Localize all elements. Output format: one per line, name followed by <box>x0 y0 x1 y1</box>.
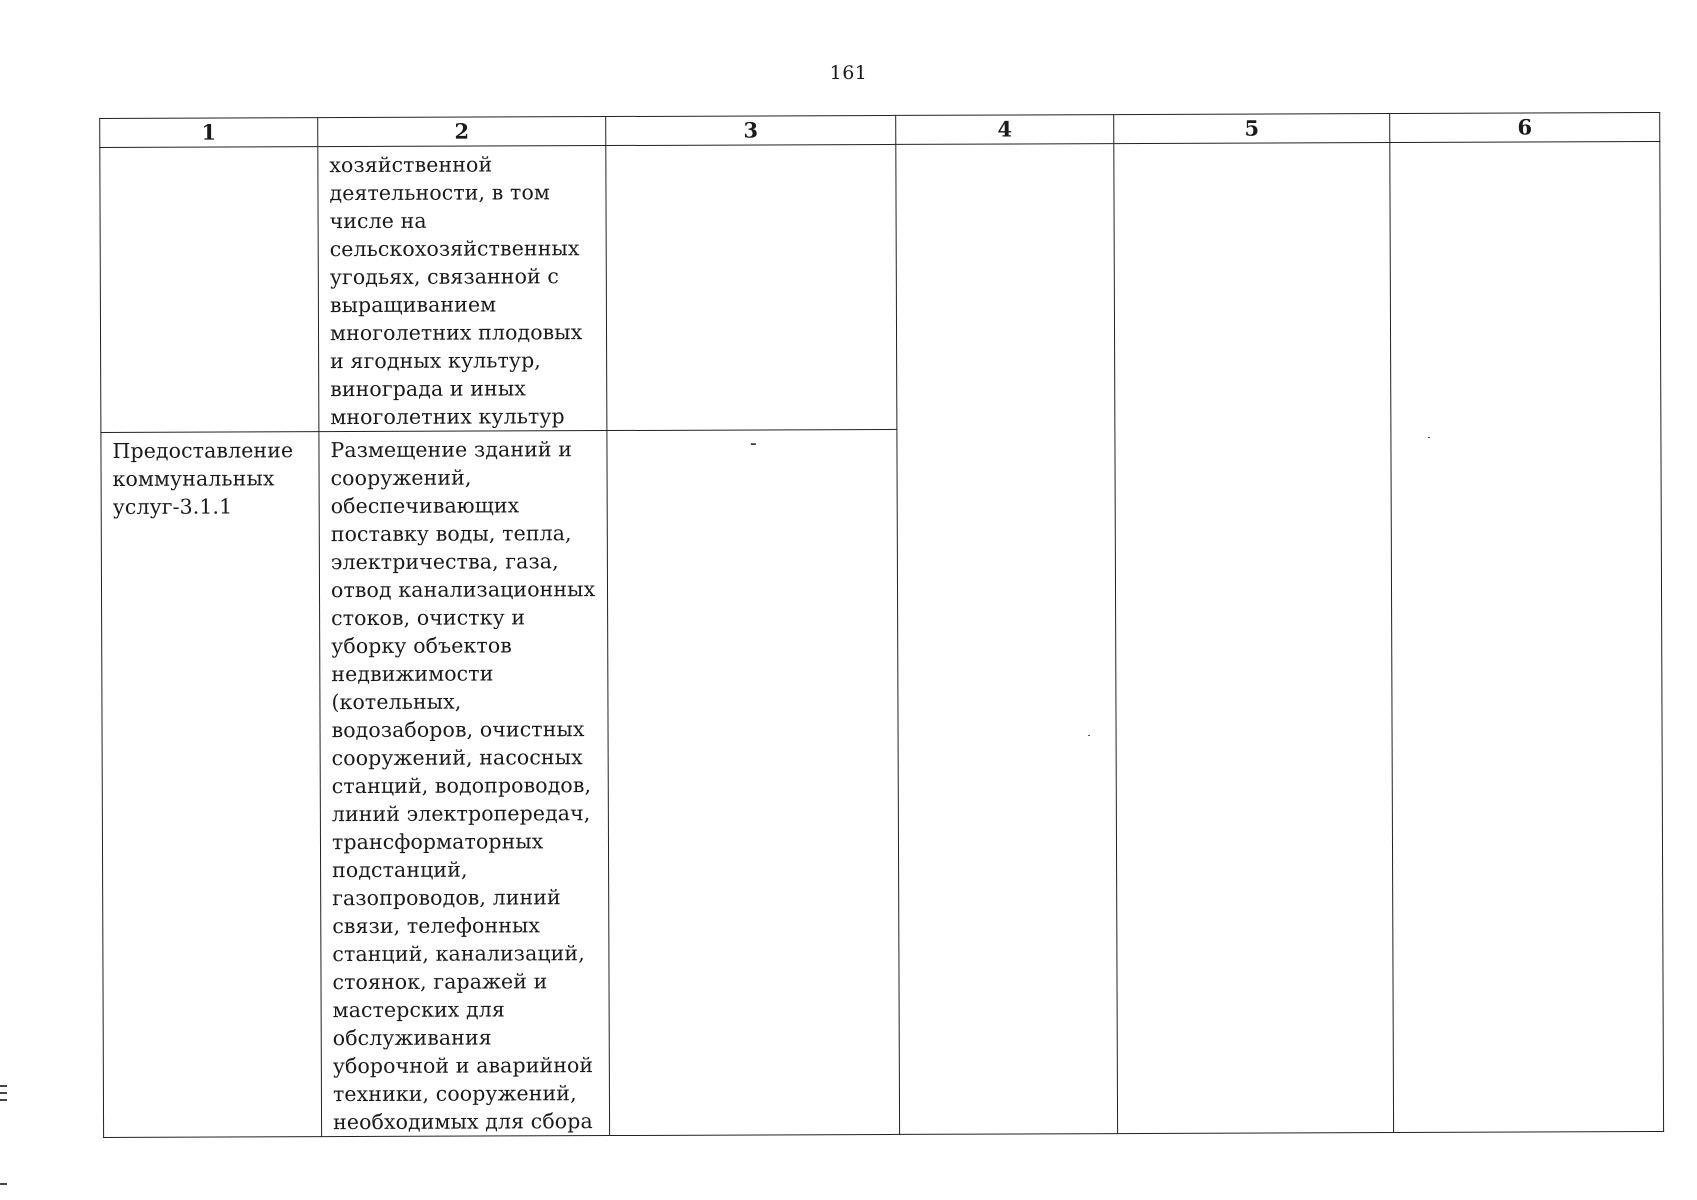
column-header-2: 2 <box>318 117 606 147</box>
margin-mark <box>0 1092 7 1094</box>
cell-text: хозяйственной деятельности, в том числе на сельскохозяйственных угодьях, связанной с выращиванием многолетних плодовых и ягодных культур, винограда и иных многолетних культур <box>329 152 583 430</box>
cell-text: - <box>749 430 757 455</box>
cell-row2-col2 <box>319 431 610 1137</box>
cell-text <box>100 147 317 152</box>
cell-row1-col3 <box>606 144 897 430</box>
column-header-6: 6 <box>1390 113 1660 143</box>
table-row <box>100 142 1661 433</box>
cell-text: Предоставление коммунальных услуг-3.1.1 <box>112 438 294 519</box>
margin-mark <box>0 1085 7 1087</box>
cell-col4-merged <box>896 144 1118 1135</box>
scan-speck <box>1088 735 1090 736</box>
margin-mark <box>0 1099 7 1101</box>
cell-row2-col1 <box>101 432 322 1138</box>
cell-text <box>606 145 895 150</box>
column-header-1: 1 <box>100 118 318 148</box>
column-header-4: 4 <box>896 115 1114 145</box>
cell-col6-merged <box>1390 142 1664 1133</box>
cell-row2-col3 <box>607 429 900 1135</box>
cell-text: Размещение зданий и сооружений, обеспечивающих поставку воды, тепла, электричества, газа, отвод канализационных стоков, очистку и уборку объектов недвижимости (котельных, водозаборов, очистных сооружений, насосных станций, водопроводов, линий электропередач, трансформаторных подстанций, газопроводов, линий связи, телефонных станций, канализаций, стоянок, гаражей и мастерских для обслуживания уборочной и аварийной техники, сооружений, необходимых для сбора <box>330 437 596 1135</box>
scan-speck <box>1428 437 1430 438</box>
page-number: 161 <box>829 62 868 84</box>
column-header-3: 3 <box>606 115 896 145</box>
regulation-table <box>99 112 1664 1138</box>
cell-row1-col1 <box>100 147 319 433</box>
cell-row1-col2 <box>318 146 607 432</box>
margin-mark <box>0 1183 7 1185</box>
column-header-5: 5 <box>1114 114 1390 144</box>
cell-col5-merged <box>1114 143 1394 1134</box>
